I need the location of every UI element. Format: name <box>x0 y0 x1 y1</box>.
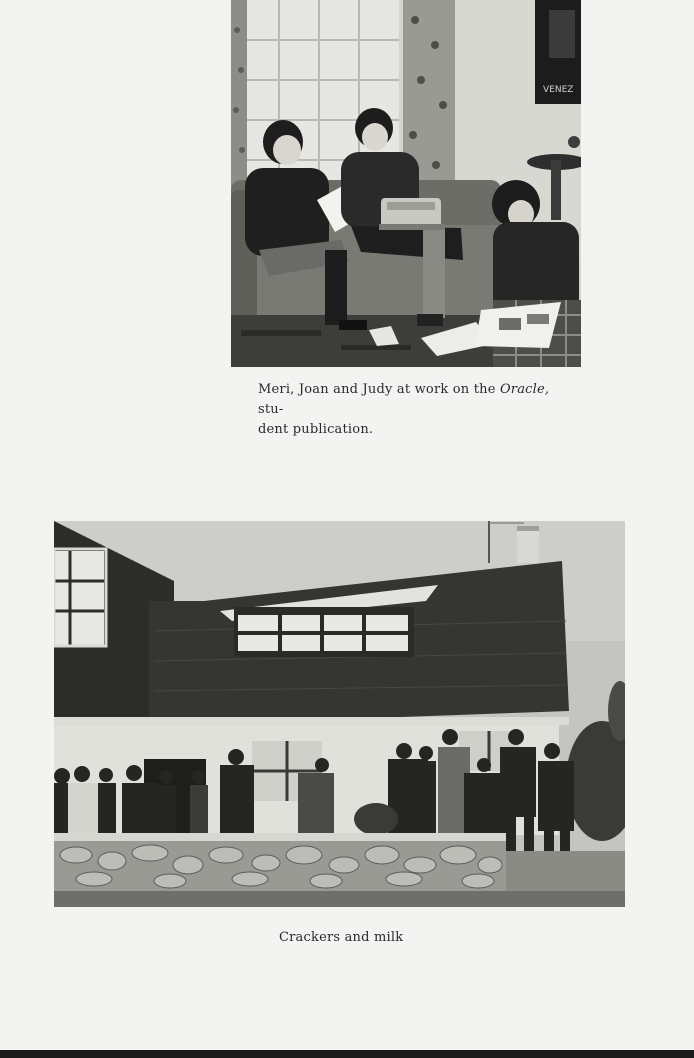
caption-text-after: stu- <box>258 402 284 417</box>
caption-line2: dent publication. <box>258 422 374 437</box>
caption-publication-name: Oracle, <box>499 382 550 397</box>
photo-students-working <box>231 0 581 367</box>
page-bottom-edge <box>0 1050 694 1058</box>
caption-crackers-and-milk: Crackers and milk <box>279 930 404 945</box>
photo-crackers-and-milk <box>54 521 625 907</box>
poster-text: VENEZ <box>543 85 574 95</box>
caption-text-before: Meri, Joan and Judy at work on the <box>258 382 500 397</box>
caption-students-working <box>258 380 568 440</box>
